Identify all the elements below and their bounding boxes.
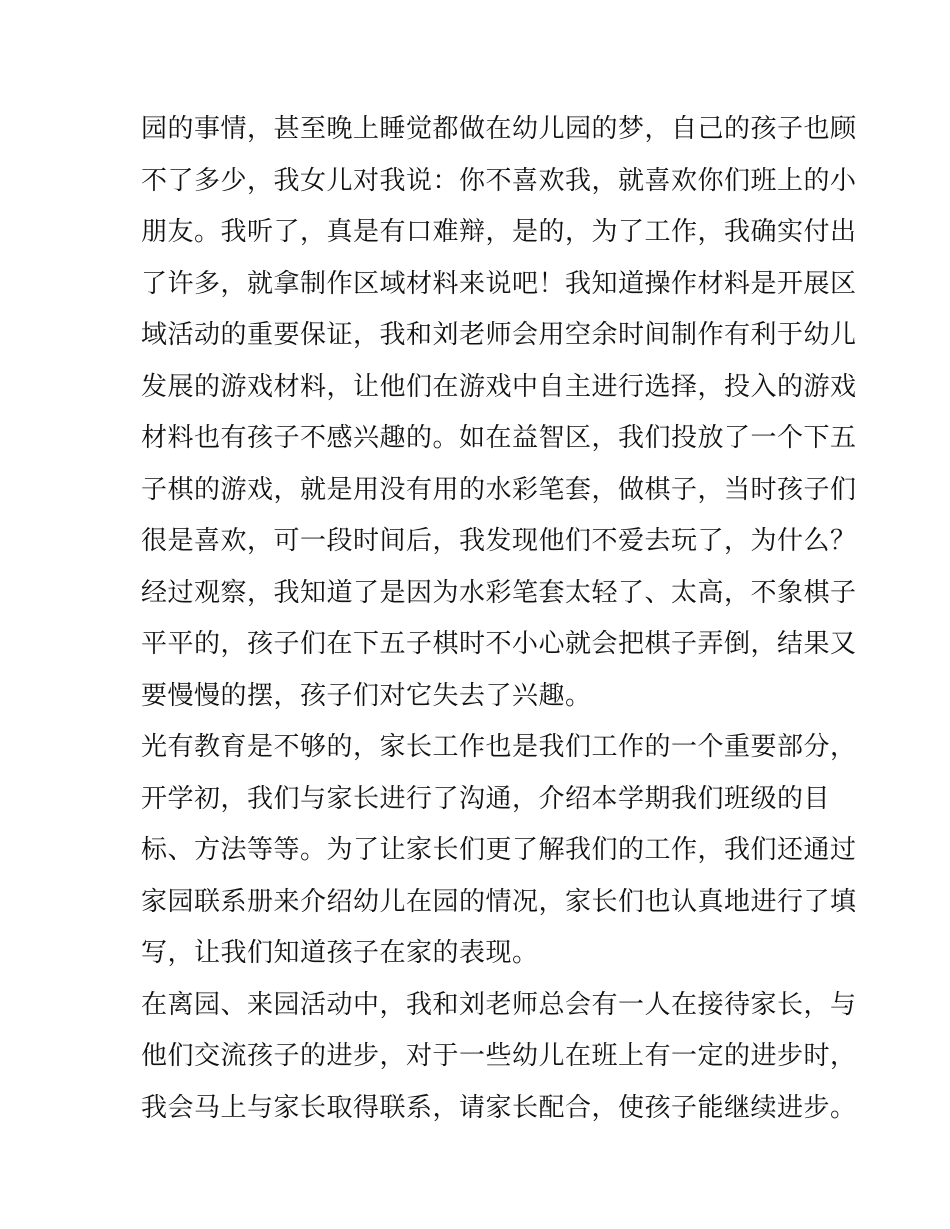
- body-text: [141, 104, 857, 1134]
- text-line: 在离园、来园活动中，我和刘老师总会有一人在接待家长，与: [141, 989, 857, 1020]
- text-line: 园的事情，甚至晚上睡觉都做在幼儿园的梦，自己的孩子也顾: [141, 114, 857, 144]
- text-line: 标、方法等等。为了让家长们更了解我们的工作，我们还通过: [141, 835, 857, 865]
- text-line: 经过观察，我知道了是因为水彩笔套太轻了、太高，不象棋子: [141, 577, 857, 608]
- text-line: 朋友。我听了，真是有口难辩，是的，为了工作，我确实付出: [141, 217, 857, 247]
- text-line: 很是喜欢，可一段时间后，我发现他们不爱去玩了，为什么？: [141, 526, 857, 556]
- text-line: 家园联系册来介绍幼儿在园的情况，家长们也认真地进行了填: [141, 886, 857, 917]
- text-line: 域活动的重要保证，我和刘老师会用空余时间制作有利于幼儿: [141, 320, 857, 350]
- text-line: 平平的，孩子们在下五子棋时不小心就会把棋子弄倒，结果又: [141, 629, 857, 659]
- text-line: 材料也有孩子不感兴趣的。如在益智区，我们投放了一个下五: [141, 423, 857, 453]
- text-line: 光有教育是不够的，家长工作也是我们工作的一个重要部分，: [141, 732, 857, 762]
- text-line: 他们交流孩子的进步，对于一些幼儿在班上有一定的进步时，: [141, 1041, 857, 1071]
- text-line: 子棋的游戏，就是用没有用的水彩笔套，做棋子，当时孩子们: [141, 474, 857, 505]
- text-line: 发展的游戏材料，让他们在游戏中自主进行选择，投入的游戏: [141, 371, 857, 402]
- text-line: 我会马上与家长取得联系，请家长配合，使孩子能继续进步。: [141, 1092, 857, 1123]
- text-line: 开学初，我们与家长进行了沟通，介绍本学期我们班级的目: [141, 783, 831, 814]
- text-line: 写，让我们知道孩子在家的表现。: [141, 938, 539, 968]
- text-line: 要慢慢的摆，孩子们对它失去了兴趣。: [141, 680, 592, 711]
- text-line: 了许多，就拿制作区域材料来说吧！我知道操作材料是开展区: [141, 268, 857, 299]
- text-line: 不了多少，我女儿对我说：你不喜欢我，就喜欢你们班上的小: [141, 165, 857, 196]
